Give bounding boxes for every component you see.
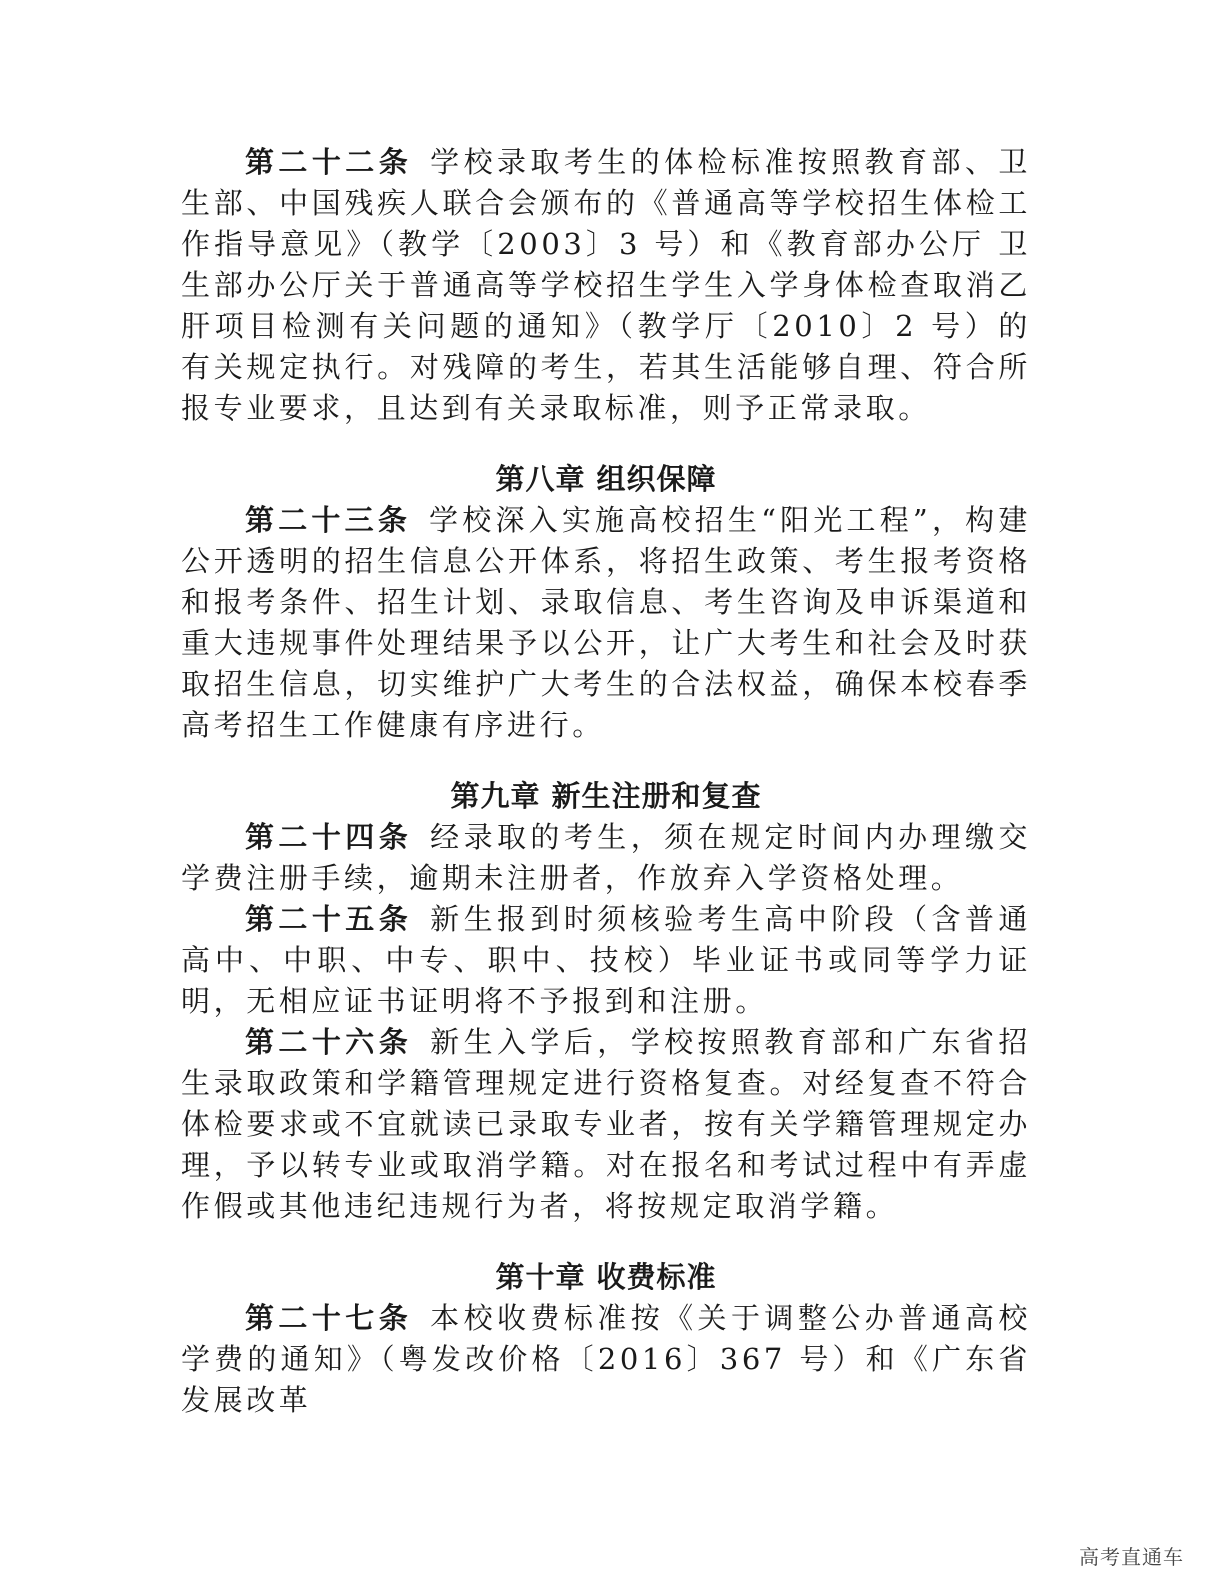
article-23 (181, 500, 1031, 746)
article-title: 第二十二条 (245, 145, 413, 179)
article-text: 新生入学后，学校按照教育部和广东省招生录取政策和学籍管理规定进行资格复查。对经复查不符合体检要求或不宜就读已录取专业者，按有关学籍管理规定办理，予以转专业或取消学籍。对在报名和考试过程中有弄虚作假或其他违纪违规行为者，将按规定取消学籍。 (181, 1025, 1031, 1223)
article-26 (181, 1022, 1031, 1227)
article-title: 第二十六条 (245, 1025, 413, 1059)
article-text: 经录取的考生，须在规定时间内办理缴交学费注册手续，逾期未注册者，作放弃入学资格处理。 (181, 820, 1031, 895)
article-title: 第二十七条 (245, 1301, 413, 1335)
article-title: 第二十四条 (245, 820, 413, 854)
article-text: 本校收费标准按《关于调整公办普通高校学费的通知》（粤发改价格〔2016〕367 号）和《广东省发展改革 (181, 1301, 1031, 1417)
article-text: 学校录取考生的体检标准按照教育部、卫生部、中国残疾人联合会颁布的《普通高等学校招生体检工作指导意见》（教学〔2003〕3 号）和《教育部办公厅 卫生部办公厅关于普通高等学校招生学生入学身体检查取消乙肝项目检测有关问题的通知》（教学厅〔2010〕2 号）的有关规定执行。对残障的考生，若其生活能够自理、符合所报专业要求，且达到有关录取标准，则予正常录取。 (181, 145, 1031, 425)
chapter-8-heading: 第八章 组织保障 (495, 462, 717, 496)
document-page (181, 142, 1031, 1421)
article-text: 新生报到时须核验考生高中阶段（含普通高中、中职、中专、职中、技校）毕业证书或同等学力证明，无相应证书证明将不予报到和注册。 (181, 902, 1031, 1018)
article-22 (181, 142, 1031, 429)
article-text: 学校深入实施高校招生“阳光工程”，构建公开透明的招生信息公开体系，将招生政策、考生报考资格和报考条件、招生计划、录取信息、考生咨询及申诉渠道和重大违规事件处理结果予以公开，让广大考生和社会及时获取招生信息，切实维护广大考生的合法权益，确保本校春季高考招生工作健康有序进行。 (181, 503, 1031, 742)
article-title: 第二十三条 (245, 503, 412, 537)
chapter-10-heading: 第十章 收费标准 (495, 1260, 717, 1294)
chapter-9-heading: 第九章 新生注册和复查 (450, 779, 762, 813)
article-25 (181, 899, 1031, 1022)
article-24 (181, 817, 1031, 899)
watermark: 高考直通车 (1079, 1545, 1184, 1569)
article-27 (181, 1298, 1031, 1421)
article-title: 第二十五条 (245, 902, 413, 936)
